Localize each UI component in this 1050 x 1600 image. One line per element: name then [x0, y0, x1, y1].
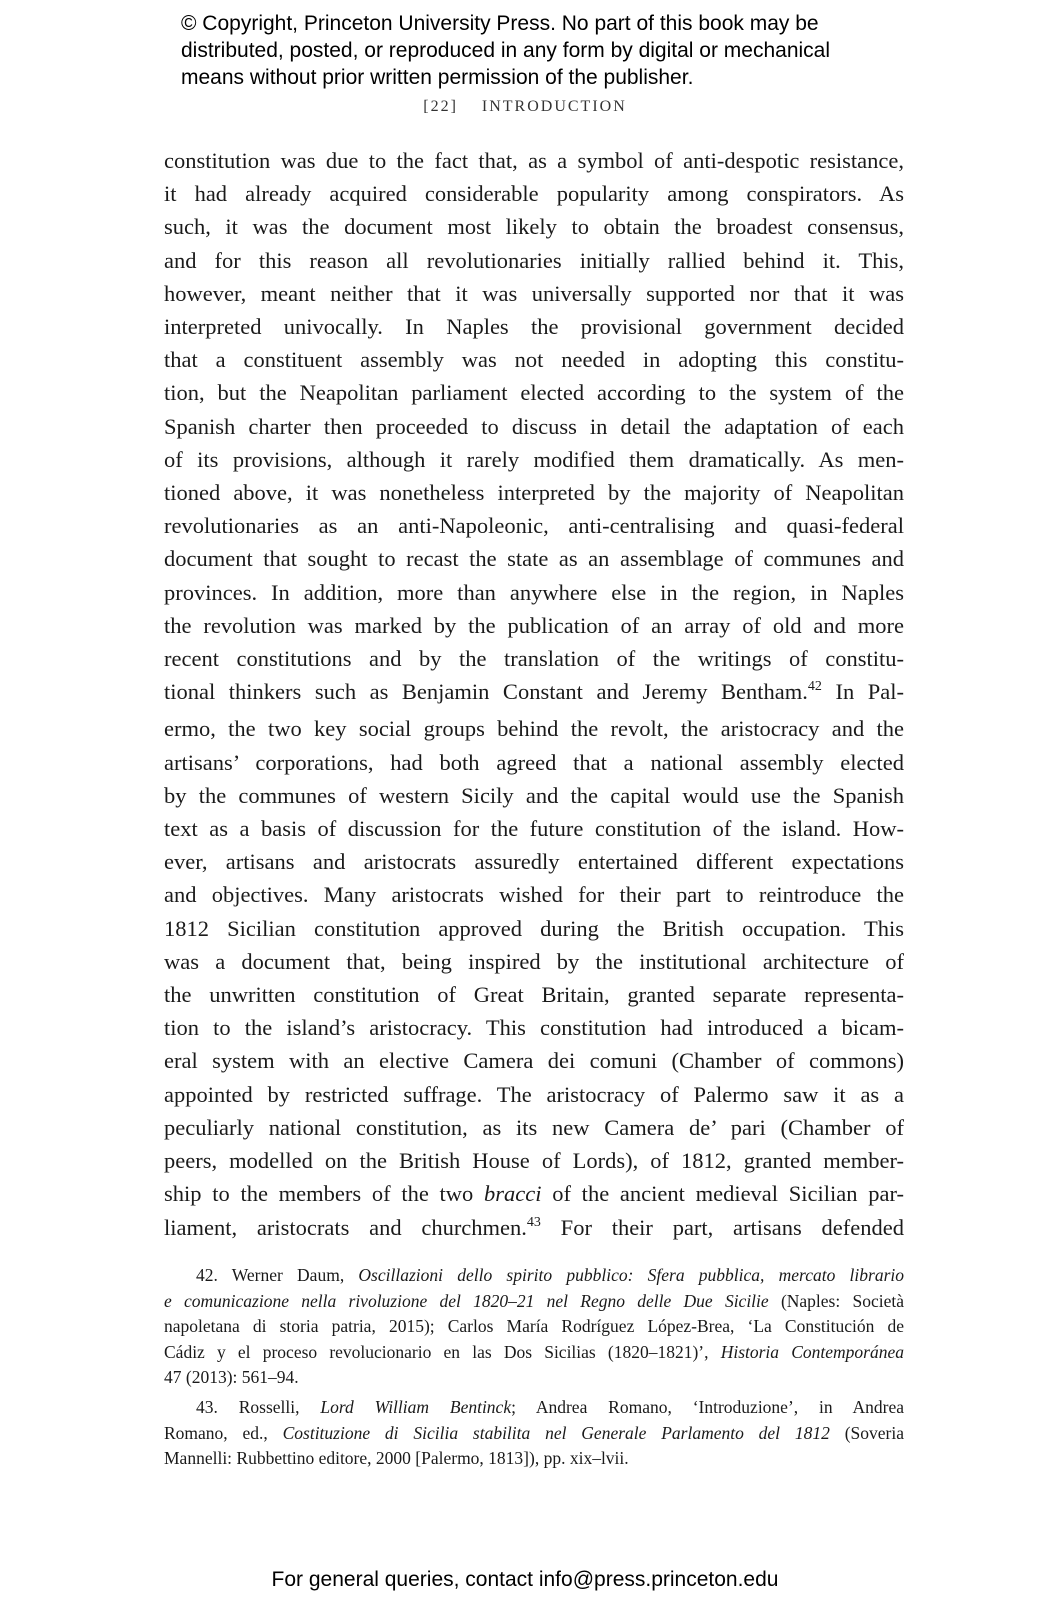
body-line: by the communes of western Sicily and the capital would use the Spanish: [164, 782, 904, 808]
body-text: [164, 144, 904, 1248]
body-line: the revolution was marked by the publication of an array of old and more: [164, 612, 904, 638]
body-line: however, meant neither that it was universally supported nor that it was: [164, 280, 904, 306]
footnote-text: (Soveria: [829, 1422, 904, 1443]
body-line: peculiarly national constitution, as its new Camera de’ pari (Chamber of: [164, 1114, 904, 1140]
running-head: [0, 98, 1050, 116]
footnote-text: ; Andrea Romano, ‘Introduzione’, in Andrea: [511, 1396, 904, 1417]
body-line-text: liament, aristocrats and churchmen.: [164, 1214, 527, 1240]
body-line: artisans’ corporations, had both agreed that a national assembly elected: [164, 749, 904, 775]
footnote-line: [164, 1421, 904, 1447]
body-line: provinces. In addition, more than anywhere else in the region, in Naples: [164, 579, 904, 605]
footnote-line: [164, 1289, 904, 1315]
body-line: eral system with an elective Camera dei comuni (Chamber of commons): [164, 1048, 904, 1074]
footnote-title: Oscillazioni dello spirito pubblico: Sfera pubblica, mercato librario: [358, 1265, 905, 1285]
body-line: tion to the island’s aristocracy. This constitution had introduced a bicam-: [164, 1015, 904, 1041]
footnote-title: e comunicazione nella rivoluzione del 1820–21 nel Regno delle Due Sicilie: [164, 1290, 769, 1311]
body-line: [164, 675, 904, 712]
body-line: Spanish charter then proceeded to discuss in detail the adaptation of each: [164, 413, 904, 439]
footnote-text: Romano, ed.,: [164, 1422, 283, 1443]
footnote-line: [164, 1395, 904, 1421]
chapter-title: INTRODUCTION: [481, 98, 627, 115]
footnote-ref-42[interactable]: 42: [807, 679, 822, 695]
body-line-text: tional thinkers such as Benjamin Constant and Jeremy Bentham.: [164, 679, 808, 705]
body-line: interpreted univocally. In Naples the provisional government decided: [164, 314, 904, 340]
body-line: [164, 1177, 904, 1210]
footnote-line: [164, 1263, 904, 1289]
footnote-text: 43. Rosselli,: [196, 1396, 321, 1417]
body-line: and objectives. Many aristocrats wished for their part to reintroduce the: [164, 882, 904, 908]
body-line-text: of the ancient medieval Sicilian par-: [541, 1181, 905, 1207]
footnote-line: 47 (2013): 561–94.: [164, 1367, 299, 1388]
footnote-43: [164, 1395, 904, 1472]
body-line-text: In Pal-: [821, 679, 904, 705]
body-line: revolutionaries as an anti-Napoleonic, anti-centralising and quasi-federal: [164, 513, 904, 539]
body-line: constitution was due to the fact that, as a symbol of anti-despotic resistance,: [164, 148, 904, 173]
footnotes: [164, 1263, 904, 1472]
body-line: ermo, the two key social groups behind the revolt, the aristocracy and the: [164, 716, 904, 742]
footnote-title: Lord William Bentinck: [320, 1396, 512, 1417]
body-line: recent constitutions and by the translation of the writings of constitu-: [164, 646, 904, 672]
copyright-line: means without prior written permission of the publisher.: [181, 66, 694, 89]
body-line: ever, artisans and aristocrats assuredly entertained different expectations: [164, 849, 904, 875]
body-line: and for this reason all revolutionaries initially rallied behind it. This,: [164, 247, 904, 273]
body-line: peers, modelled on the British House of Lords), of 1812, granted member-: [164, 1148, 904, 1174]
body-line: [164, 1211, 904, 1248]
footnote-title: Costituzione di Sicilia stabilita nel Generale Parlamento del 1812: [282, 1422, 830, 1443]
footnote-line: Mannelli: Rubbettino editore, 2000 [Palermo, 1813]), pp. xix–lvii.: [164, 1448, 629, 1469]
footnote-line: [164, 1340, 904, 1366]
footnote-line: napoletana di storia patria, 2015); Carlos María Rodríguez López-Brea, ‘La Constitución de: [164, 1316, 904, 1337]
footnote-42: [164, 1263, 904, 1391]
body-line: appointed by restricted suffrage. The aristocracy of Palermo saw it as a: [164, 1081, 904, 1107]
body-line-text: ship to the members of the two: [164, 1181, 485, 1207]
body-line-text: For their part, artisans defended: [540, 1214, 904, 1240]
body-line: that a constituent assembly was not needed in adopting this constitu-: [164, 347, 904, 373]
footnote-title: Historia Contemporánea: [720, 1341, 904, 1362]
footnote-text: Cádiz y el proceso revolucionario en las Dos Sicilias (1820–1821)’,: [164, 1341, 721, 1362]
footnote-text: (Naples: Società: [768, 1290, 904, 1311]
body-line: such, it was the document most likely to obtain the broadest consensus,: [164, 214, 904, 240]
body-line: was a document that, being inspired by the institutional architecture of: [164, 948, 904, 974]
body-line: text as a basis of discussion for the future constitution of the island. How-: [164, 816, 904, 842]
footnote-ref-43[interactable]: 43: [526, 1214, 541, 1230]
copyright-line: distributed, posted, or reproduced in any form by digital or mechanical: [181, 39, 831, 62]
body-line: 1812 Sicilian constitution approved during the British occupation. This: [164, 915, 904, 941]
page-number: [22]: [423, 98, 458, 115]
body-line: the unwritten constitution of Great Britain, granted separate representa-: [164, 982, 904, 1008]
body-line: of its provisions, although it rarely modified them dramatically. As men-: [164, 446, 904, 472]
body-line: it had already acquired considerable popularity among conspirators. As: [164, 181, 904, 207]
italic-term: bracci: [484, 1181, 542, 1207]
footnote-text: 42. Werner Daum,: [196, 1265, 359, 1285]
body-line: tioned above, it was nonetheless interpreted by the majority of Neapolitan: [164, 480, 904, 506]
footer-contact: For general queries, contact info@press.princeton.edu: [271, 1568, 779, 1591]
copyright-line: © Copyright, Princeton University Press. No part of this book may be: [181, 12, 819, 35]
copyright-notice: [181, 10, 901, 91]
body-line: document that sought to recast the state as an assemblage of communes and: [164, 546, 904, 572]
body-line: tion, but the Neapolitan parliament elected according to the system of the: [164, 380, 904, 406]
